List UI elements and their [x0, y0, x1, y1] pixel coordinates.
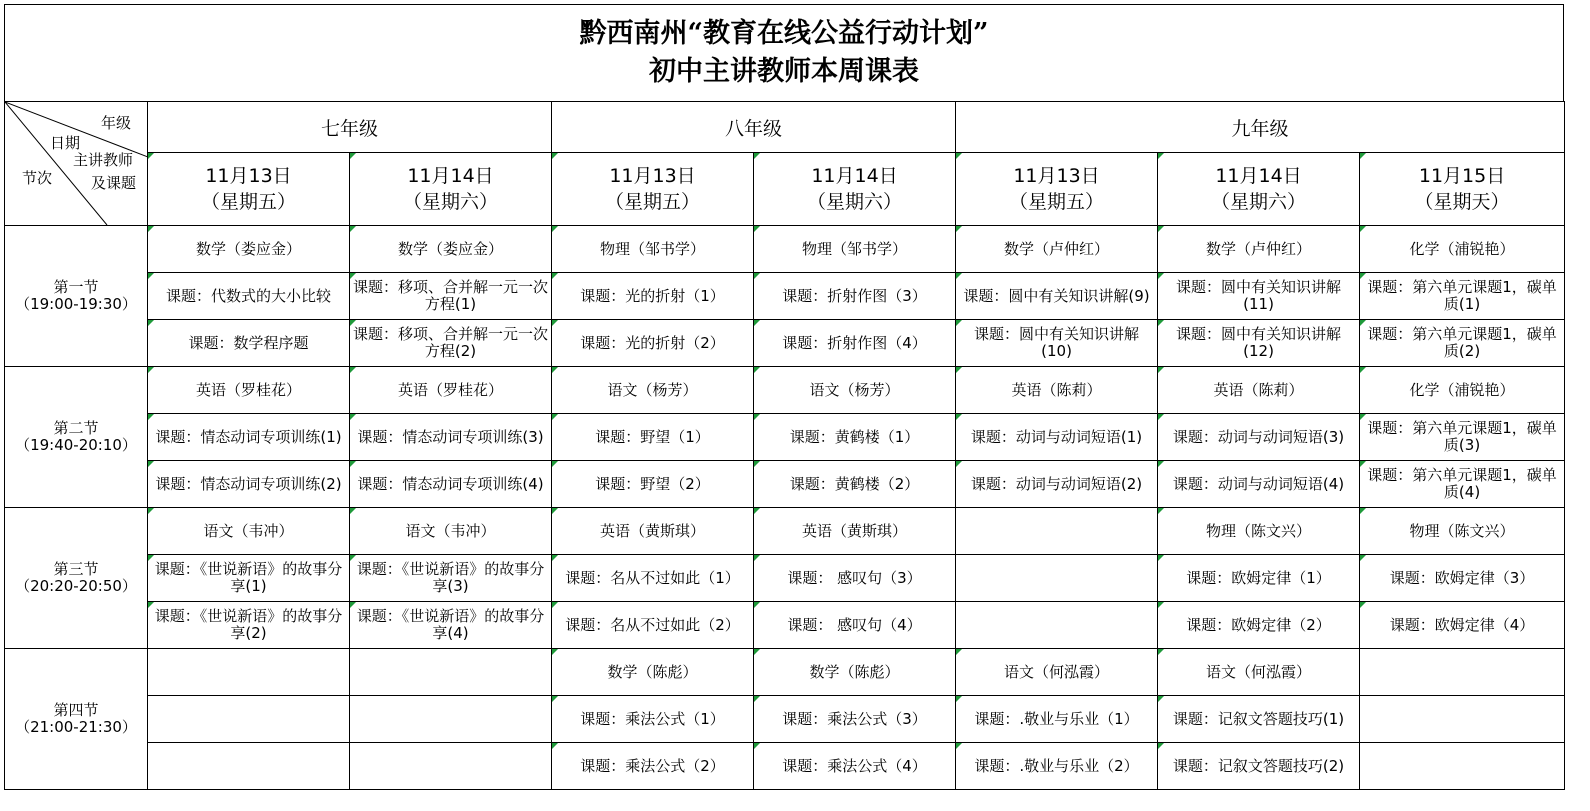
table-row — [5, 461, 1565, 508]
subject-teacher-cell: 语文（杨芳） — [552, 367, 754, 414]
grade-header-8: 八年级 — [552, 102, 956, 153]
subject-teacher-cell: 语文（何泓霞） — [1158, 649, 1360, 696]
lesson-topic-cell: 课题：折射作图（4） — [754, 320, 956, 367]
date-header — [754, 153, 956, 226]
lesson-topic-cell: 课题：乘法公式（1） — [552, 696, 754, 743]
corner-topic-label: 及课题 — [91, 174, 137, 192]
lesson-topic-cell: 课题：第六单元课题1，碳单质(1) — [1360, 273, 1565, 320]
subject-teacher-cell: 数学（卢仲红） — [1158, 226, 1360, 273]
lesson-topic-cell: 课题：《世说新语》的故事分享(1) — [148, 555, 350, 602]
lesson-topic-cell: 课题：动词与动词短语(3) — [1158, 414, 1360, 461]
page-title — [4, 4, 1564, 101]
date-text: 11月14日 — [407, 165, 494, 187]
schedule-table — [4, 101, 1565, 790]
lesson-topic-cell: 课题：记叙文答题技巧(1) — [1158, 696, 1360, 743]
weekday-text: （星期六） — [807, 191, 903, 213]
lesson-topic-cell: 课题：圆中有关知识讲解(11) — [1158, 273, 1360, 320]
session-label — [5, 649, 148, 790]
date-header — [148, 153, 350, 226]
subject-teacher-cell: 物理（陈文兴） — [1360, 508, 1565, 555]
lesson-topic-cell: 课题：折射作图（3） — [754, 273, 956, 320]
lesson-topic-cell: 课题：黄鹤楼（1） — [754, 414, 956, 461]
date-text: 11月13日 — [205, 165, 292, 187]
corner-session-label: 节次 — [22, 169, 53, 187]
lesson-topic-cell — [956, 602, 1158, 649]
subject-teacher-cell: 物理（邹书学） — [754, 226, 956, 273]
date-header — [1360, 153, 1565, 226]
table-row — [5, 367, 1565, 414]
lesson-topic-cell: 课题：光的折射（2） — [552, 320, 754, 367]
subject-teacher-cell — [956, 508, 1158, 555]
subject-teacher-cell: 数学（卢仲红） — [956, 226, 1158, 273]
lesson-topic-cell — [350, 743, 552, 790]
lesson-topic-cell — [1360, 696, 1565, 743]
lesson-topic-cell: 课题：乘法公式（2） — [552, 743, 754, 790]
table-row — [5, 273, 1565, 320]
lesson-topic-cell: 课题：.敬业与乐业（2） — [956, 743, 1158, 790]
lesson-topic-cell: 课题： 感叹句（3） — [754, 555, 956, 602]
session-name: 第二节 — [53, 419, 99, 437]
lesson-topic-cell: 课题：欧姆定律（4） — [1360, 602, 1565, 649]
lesson-topic-cell: 课题：动词与动词短语(1) — [956, 414, 1158, 461]
lesson-topic-cell: 课题：情态动词专项训练(3) — [350, 414, 552, 461]
weekday-text: （星期六） — [1211, 191, 1307, 213]
lesson-topic-cell: 课题：《世说新语》的故事分享(4) — [350, 602, 552, 649]
corner-teacher-label: 主讲教师 — [73, 151, 134, 169]
lesson-topic-cell: 课题：数学程序题 — [148, 320, 350, 367]
subject-teacher-cell: 数学（娄应金） — [350, 226, 552, 273]
lesson-topic-cell: 课题：情态动词专项训练(4) — [350, 461, 552, 508]
subject-teacher-cell: 数学（陈彪） — [754, 649, 956, 696]
subject-teacher-cell: 化学（浦锐艳） — [1360, 226, 1565, 273]
date-text: 11月14日 — [1215, 165, 1302, 187]
date-text: 11月13日 — [1013, 165, 1100, 187]
lesson-topic-cell: 课题：圆中有关知识讲解(10) — [956, 320, 1158, 367]
lesson-topic-cell: 课题：乘法公式（3） — [754, 696, 956, 743]
session-label — [5, 508, 148, 649]
subject-teacher-cell: 英语（陈莉） — [1158, 367, 1360, 414]
lesson-topic-cell — [956, 555, 1158, 602]
session-name: 第四节 — [53, 701, 99, 719]
grade-header-7: 七年级 — [148, 102, 552, 153]
subject-teacher-cell — [350, 649, 552, 696]
lesson-topic-cell: 课题：黄鹤楼（2） — [754, 461, 956, 508]
weekday-text: （星期六） — [403, 191, 499, 213]
table-row — [5, 226, 1565, 273]
lesson-topic-cell: 课题：欧姆定律（2） — [1158, 602, 1360, 649]
lesson-topic-cell: 课题：动词与动词短语(4) — [1158, 461, 1360, 508]
subject-teacher-cell: 物理（邹书学） — [552, 226, 754, 273]
session-name: 第三节 — [53, 560, 99, 578]
lesson-topic-cell: 课题：乘法公式（4） — [754, 743, 956, 790]
date-text: 11月15日 — [1418, 165, 1506, 187]
subject-teacher-cell: 数学（娄应金） — [148, 226, 350, 273]
title-line-1: 黔西南州“教育在线公益行动计划” — [579, 18, 989, 49]
subject-teacher-cell — [1360, 649, 1565, 696]
subject-teacher-cell: 英语（陈莉） — [956, 367, 1158, 414]
lesson-topic-cell: 课题：野望（2） — [552, 461, 754, 508]
lesson-topic-cell: 课题：动词与动词短语(2) — [956, 461, 1158, 508]
lesson-topic-cell: 课题：野望（1） — [552, 414, 754, 461]
table-row — [5, 320, 1565, 367]
session-time: （20:20-20:50） — [15, 577, 137, 595]
date-header — [350, 153, 552, 226]
lesson-topic-cell: 课题：第六单元课题1，碳单质(4) — [1360, 461, 1565, 508]
date-header — [552, 153, 754, 226]
lesson-topic-cell: 课题：《世说新语》的故事分享(3) — [350, 555, 552, 602]
lesson-topic-cell: 课题：记叙文答题技巧(2) — [1158, 743, 1360, 790]
lesson-topic-cell: 课题：光的折射（1） — [552, 273, 754, 320]
table-row — [5, 508, 1565, 555]
subject-teacher-cell: 英语（黄斯琪） — [754, 508, 956, 555]
session-time: （21:00-21:30） — [15, 718, 137, 736]
weekday-text: （星期五） — [1009, 191, 1105, 213]
lesson-topic-cell — [1360, 743, 1565, 790]
table-row — [5, 414, 1565, 461]
date-text: 11月13日 — [609, 165, 696, 187]
session-name: 第一节 — [53, 278, 99, 296]
subject-teacher-cell: 化学（浦锐艳） — [1360, 367, 1565, 414]
subject-teacher-cell: 数学（陈彪） — [552, 649, 754, 696]
lesson-topic-cell: 课题：.敬业与乐业（1） — [956, 696, 1158, 743]
subject-teacher-cell: 物理（陈文兴） — [1158, 508, 1360, 555]
subject-teacher-cell — [148, 649, 350, 696]
title-line-2: 初中主讲教师本周课表 — [649, 56, 919, 87]
lesson-topic-cell: 课题： 感叹句（4） — [754, 602, 956, 649]
weekday-text: （星期天） — [1414, 191, 1510, 213]
subject-teacher-cell: 语文（杨芳） — [754, 367, 956, 414]
table-row — [5, 555, 1565, 602]
lesson-topic-cell: 课题：圆中有关知识讲解(9) — [956, 273, 1158, 320]
lesson-topic-cell: 课题：情态动词专项训练(1) — [148, 414, 350, 461]
subject-teacher-cell: 语文（何泓霞） — [956, 649, 1158, 696]
lesson-topic-cell: 课题：移项、合并解一元一次方程(1) — [350, 273, 552, 320]
lesson-topic-cell: 课题：圆中有关知识讲解(12) — [1158, 320, 1360, 367]
lesson-topic-cell: 课题：名从不过如此（2） — [552, 602, 754, 649]
session-label — [5, 226, 148, 367]
subject-teacher-cell: 语文（韦冲） — [350, 508, 552, 555]
lesson-topic-cell: 课题：第六单元课题1，碳单质(3) — [1360, 414, 1565, 461]
lesson-topic-cell — [148, 696, 350, 743]
subject-teacher-cell: 英语（罗桂花） — [350, 367, 552, 414]
lesson-topic-cell: 课题：欧姆定律（3） — [1360, 555, 1565, 602]
session-time: （19:00-19:30） — [15, 295, 137, 313]
table-row — [5, 602, 1565, 649]
subject-teacher-cell: 语文（韦冲） — [148, 508, 350, 555]
corner-header — [5, 102, 148, 226]
lesson-topic-cell — [350, 696, 552, 743]
corner-grade-label: 年级 — [101, 114, 132, 132]
lesson-topic-cell: 课题：第六单元课题1，碳单质(2) — [1360, 320, 1565, 367]
subject-teacher-cell: 英语（罗桂花） — [148, 367, 350, 414]
lesson-topic-cell: 课题：欧姆定律（1） — [1158, 555, 1360, 602]
grade-header-9: 九年级 — [956, 102, 1565, 153]
date-header — [1158, 153, 1360, 226]
table-row — [5, 696, 1565, 743]
date-header — [956, 153, 1158, 226]
session-label — [5, 367, 148, 508]
lesson-topic-cell: 课题：移项、合并解一元一次方程(2) — [350, 320, 552, 367]
table-row — [5, 743, 1565, 790]
schedule-sheet — [4, 4, 1564, 790]
weekday-text: （星期五） — [200, 191, 296, 213]
subject-teacher-cell: 英语（黄斯琪） — [552, 508, 754, 555]
lesson-topic-cell: 课题：《世说新语》的故事分享(2) — [148, 602, 350, 649]
date-text: 11月14日 — [811, 165, 898, 187]
lesson-topic-cell: 课题：情态动词专项训练(2) — [148, 461, 350, 508]
corner-date-label: 日期 — [50, 134, 81, 152]
weekday-text: （星期五） — [605, 191, 701, 213]
lesson-topic-cell: 课题：代数式的大小比较 — [148, 273, 350, 320]
session-time: （19:40-20:10） — [15, 436, 137, 454]
table-row — [5, 649, 1565, 696]
lesson-topic-cell: 课题：名从不过如此（1） — [552, 555, 754, 602]
lesson-topic-cell — [148, 743, 350, 790]
